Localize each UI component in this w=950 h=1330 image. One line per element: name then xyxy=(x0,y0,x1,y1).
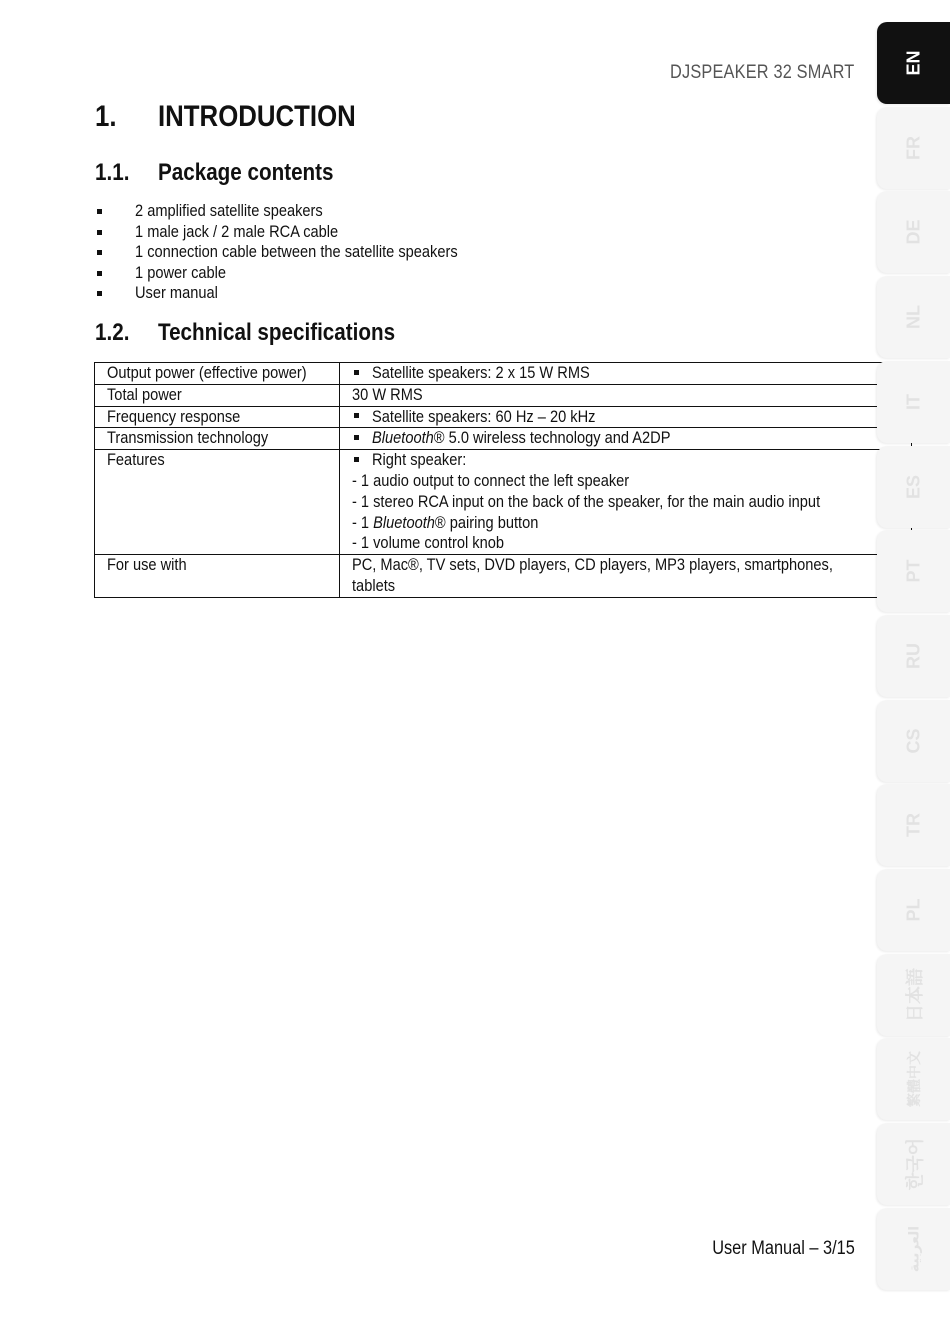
table-row xyxy=(95,406,912,428)
tab-language-es[interactable]: ES xyxy=(877,446,950,528)
spec-label: Frequency response xyxy=(95,406,340,428)
spec-value: Satellite speakers: 60 Hz – 20 kHz xyxy=(340,406,912,428)
table-row xyxy=(95,384,912,406)
tab-language-ko[interactable]: 한국어 xyxy=(877,1123,950,1205)
bullet-icon xyxy=(354,457,359,462)
spec-value: 30 W RMS xyxy=(340,384,912,406)
section-1-number: 1. xyxy=(95,100,117,133)
bullet-icon xyxy=(97,209,102,214)
tab-language-fr[interactable]: FR xyxy=(877,107,950,189)
tab-language-zh[interactable]: 繁體中文 xyxy=(877,1038,950,1120)
table-row xyxy=(95,428,912,450)
section-1-2-title: Technical specifications xyxy=(158,319,396,346)
tab-language-ar[interactable]: العربية xyxy=(877,1208,950,1290)
bullet-icon xyxy=(97,271,102,276)
spec-label: Transmission technology xyxy=(95,428,340,450)
spec-value: PC, Mac®, TV sets, DVD players, CD players, MP3 players, smartphones, tablets xyxy=(340,555,912,598)
spec-label: For use with xyxy=(95,555,340,598)
language-tabs xyxy=(877,22,950,1294)
document-title: DJSPEAKER 32 SMART xyxy=(669,62,854,83)
table-row xyxy=(95,555,912,598)
technical-specifications-table xyxy=(94,362,912,598)
tab-language-nl[interactable]: NL xyxy=(877,276,950,358)
tab-language-it[interactable]: IT xyxy=(877,361,950,443)
spec-label: Features xyxy=(95,450,340,555)
bullet-icon xyxy=(354,413,359,418)
tab-language-cs[interactable]: CS xyxy=(877,700,950,782)
tab-language-ja[interactable]: 日本語 xyxy=(877,954,950,1036)
tab-language-pt[interactable]: PT xyxy=(877,530,950,612)
section-1-2-number: 1.2. xyxy=(95,319,130,346)
tab-language-tr[interactable]: TR xyxy=(877,784,950,866)
table-row xyxy=(95,363,912,385)
bullet-icon xyxy=(354,370,359,375)
spec-value: Right speaker: - 1 audio output to connect the left speaker - 1 stereo RCA input on the back of the speaker, for the main audio input - 1 Bluetooth® pairing button - 1 volume control knob xyxy=(340,450,912,555)
tab-language-ru[interactable]: RU xyxy=(877,615,950,697)
spec-label: Output power (effective power) xyxy=(95,363,340,385)
section-1-1-title: Package contents xyxy=(158,159,334,186)
tab-language-en[interactable]: EN xyxy=(877,22,950,104)
spec-value: Bluetooth® 5.0 wireless technology and A2DP xyxy=(340,428,912,450)
spec-label: Total power xyxy=(95,384,340,406)
section-1-1-number: 1.1. xyxy=(95,159,130,186)
tab-language-pl[interactable]: PL xyxy=(877,869,950,951)
bullet-icon xyxy=(97,291,102,296)
page-footer: User Manual – 3/15 xyxy=(712,1238,855,1259)
section-1-title: INTRODUCTION xyxy=(158,100,356,133)
bullet-icon xyxy=(97,250,102,255)
table-row xyxy=(95,450,912,555)
bullet-icon xyxy=(97,230,102,235)
bullet-icon xyxy=(354,435,359,440)
tab-language-de[interactable]: DE xyxy=(877,191,950,273)
spec-value: Satellite speakers: 2 x 15 W RMS xyxy=(340,363,912,385)
